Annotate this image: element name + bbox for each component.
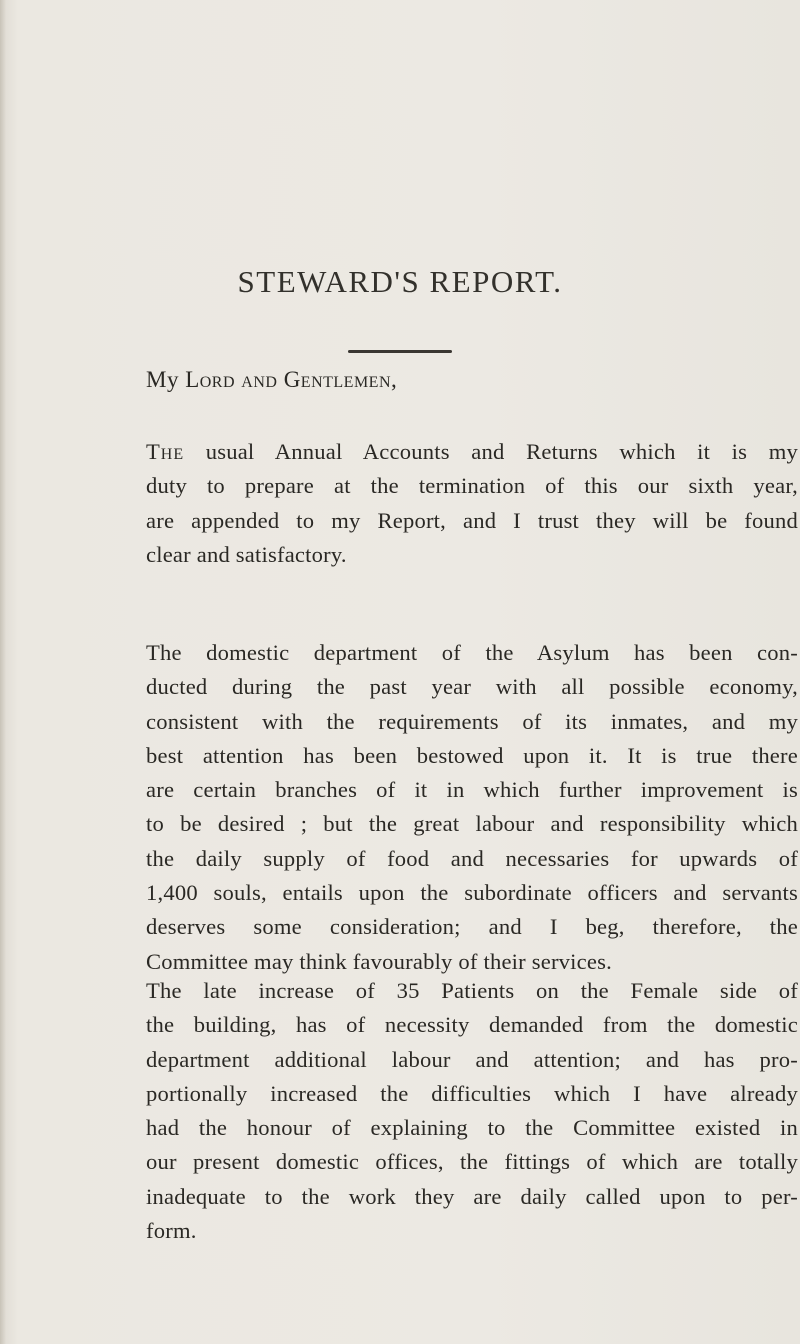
- paragraph-line: had the honour of explaining to the Committee existed in: [146, 1115, 798, 1141]
- paragraph-lead-word: The: [146, 439, 185, 464]
- page-title: STEWARD'S REPORT.: [237, 264, 563, 299]
- paragraph-line: deserves some consideration; and I beg, therefore, the: [146, 914, 798, 940]
- paragraph-line: our present domestic offices, the fittings of which are totally: [146, 1149, 798, 1175]
- paragraph-1: [146, 435, 798, 572]
- paragraph-line: portionally increased the difficulties which I have already: [146, 1080, 798, 1106]
- paragraph-line: best attention has been bestowed upon it. It is true there: [146, 742, 798, 768]
- paragraph-line: Committee may think favourably of their services.: [146, 948, 612, 974]
- paragraph-line: The late increase of 35 Patients on the Female side of: [146, 978, 798, 1003]
- paragraph-line: [146, 435, 798, 469]
- paragraph-line: department additional labour and attention; and has pro-: [146, 1046, 798, 1072]
- page-spine-shadow: [0, 0, 6, 1344]
- paragraph-line: ducted during the past year with all possible economy,: [146, 674, 798, 700]
- paragraph-line: to be desired ; but the great labour and responsibility which: [146, 811, 798, 837]
- paragraph-line: are appended to my Report, and I trust they will be found: [146, 507, 798, 533]
- salutation-first-word: My: [146, 367, 179, 392]
- line-text: usual Annual Accounts and Returns which it is my: [205, 439, 798, 464]
- paragraph-line: duty to prepare at the termination of this our sixth year,: [146, 473, 798, 499]
- salutation-rest: Lord and Gentlemen,: [185, 367, 398, 392]
- salutation: [146, 362, 397, 398]
- paragraph-line: clear and satisfactory.: [146, 541, 347, 567]
- paragraph-2: [146, 636, 798, 979]
- paragraph-line: form.: [146, 1218, 197, 1244]
- paragraph-line: the building, has of necessity demanded from the domestic: [146, 1012, 798, 1038]
- paragraph-3: [146, 974, 798, 1248]
- paragraph-line: are certain branches of it in which further improvement is: [146, 777, 798, 803]
- paragraph-line: inadequate to the work they are daily called upon to per-: [146, 1183, 798, 1209]
- paragraph-line: The domestic department of the Asylum has been con-: [146, 640, 798, 665]
- paragraph-line: consistent with the requirements of its inmates, and my: [146, 708, 798, 734]
- paragraph-line: 1,400 souls, entails upon the subordinate officers and servants: [146, 880, 798, 906]
- title-rule: [348, 350, 452, 353]
- paragraph-line: the daily supply of food and necessaries for upwards of: [146, 845, 798, 871]
